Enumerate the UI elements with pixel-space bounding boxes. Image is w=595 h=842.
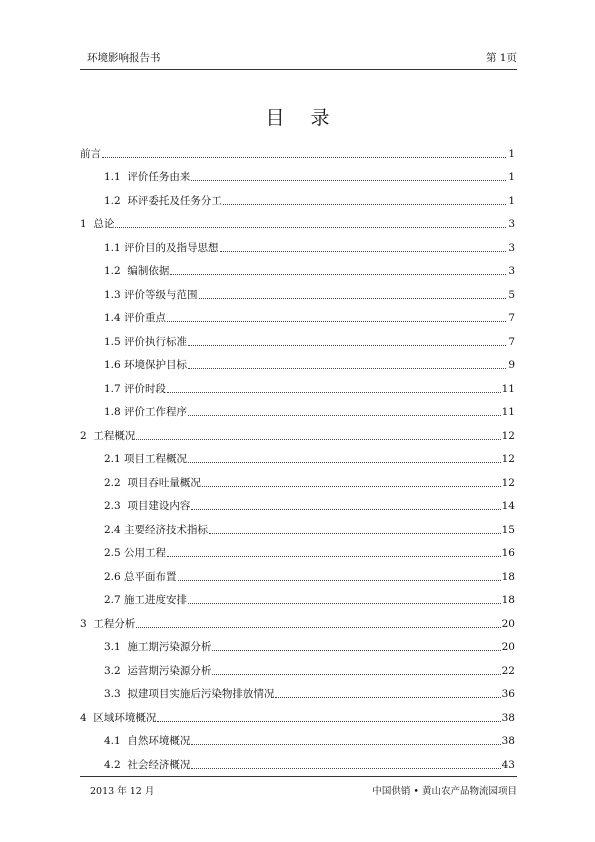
toc-leader-dots (167, 391, 501, 393)
toc-entry[interactable] (80, 372, 515, 396)
toc-entry-text: 3.2 运营期污染源分析 (104, 664, 212, 677)
toc-leader-dots (188, 461, 501, 463)
toc-entry[interactable] (80, 302, 515, 326)
toc-leader-dots (275, 696, 500, 698)
toc-leader-dots (188, 367, 506, 369)
toc-entry-page: 18 (501, 570, 515, 583)
toc-entry[interactable] (80, 560, 515, 584)
toc-entry-text: 1.4 评价重点 (104, 312, 167, 324)
toc-entry[interactable] (80, 161, 515, 185)
toc-entry-text: 2.5 公用工程 (104, 547, 167, 559)
toc-entry-text: 1.1 评价任务由来 (104, 171, 191, 183)
toc-entry[interactable] (80, 678, 515, 702)
toc-entry[interactable] (80, 443, 515, 467)
toc-leader-dots (191, 179, 506, 181)
toc-entry-text: 3.1 施工期污染源分析 (104, 641, 212, 653)
toc-entry-page: 12 (501, 453, 515, 465)
toc-entry[interactable] (80, 137, 515, 161)
toc-entry[interactable] (80, 513, 515, 537)
toc-entry[interactable] (80, 184, 515, 208)
toc-entry[interactable] (80, 349, 515, 373)
toc-leader-dots (202, 485, 501, 487)
toc-entry-text: 2.3 项目建设内容 (104, 500, 191, 512)
toc-entry[interactable] (80, 537, 515, 561)
toc-leader-dots (188, 344, 506, 346)
toc-entry-page: 3 (508, 241, 515, 254)
toc-entry[interactable] (80, 607, 515, 631)
toc-leader-dots (102, 156, 506, 158)
toc-entry-text: 1.6 环境保护目标 (104, 359, 188, 371)
toc-leader-dots (220, 250, 506, 252)
toc-entry[interactable] (80, 278, 515, 302)
footer-date: 2013 年 12 月 (90, 786, 155, 797)
toc-entry-page: 11 (501, 406, 515, 418)
toc-entry-text: 2.2 项目吞吐量概况 (104, 476, 201, 489)
toc-entry[interactable] (80, 419, 515, 443)
page-header (80, 47, 517, 70)
toc-entry-text: 1.1 评价目的及指导思想 (104, 241, 219, 254)
toc-leader-dots (136, 626, 500, 628)
toc-entry[interactable] (80, 325, 515, 349)
toc-entry[interactable] (80, 701, 515, 725)
toc-entry[interactable] (80, 725, 515, 749)
toc-leader-dots (178, 579, 501, 581)
toc-entry[interactable] (80, 208, 515, 232)
toc-entry-text: 1.5 评价执行标准 (104, 335, 188, 348)
toc-leader-dots (191, 743, 500, 745)
toc-entry-page: 7 (508, 312, 515, 324)
toc-leader-dots (223, 203, 506, 205)
toc-leader-dots (191, 508, 500, 510)
toc-entry[interactable] (80, 584, 515, 608)
toc-entry-page: 9 (508, 359, 515, 371)
toc-leader-dots (157, 720, 500, 722)
toc-entry-text: 4 区域环境概况 (80, 711, 157, 724)
toc-entry[interactable] (80, 231, 515, 255)
toc-entry-page: 20 (501, 641, 515, 653)
toc-entry-page: 15 (501, 523, 515, 536)
toc-entry-text: 3 工程分析 (80, 617, 136, 630)
toc-entry[interactable] (80, 631, 515, 655)
toc-entry-page: 3 (508, 265, 515, 277)
toc-entry-page: 12 (501, 476, 515, 489)
toc-entry-page: 1 (508, 147, 515, 160)
toc-entry-text: 1.2 编制依据 (104, 265, 170, 277)
toc-entry-text: 4.1 自然环境概况 (104, 735, 191, 747)
toc-leader-dots (170, 273, 506, 275)
toc-leader-dots (188, 414, 501, 416)
toc-entry[interactable] (80, 255, 515, 279)
table-of-contents (80, 137, 515, 772)
toc-entry[interactable] (80, 748, 515, 772)
toc-entry-text: 2.7 施工进度安排 (104, 594, 188, 606)
toc-entry-text: 2.4 主要经济技术指标 (104, 523, 209, 536)
toc-entry-page: 1 (508, 194, 515, 207)
toc-entry-text: 2.6 总平面布置 (104, 570, 177, 583)
toc-leader-dots (188, 602, 501, 604)
toc-leader-dots (212, 673, 500, 675)
toc-entry[interactable] (80, 396, 515, 420)
toc-entry-page: 5 (508, 288, 515, 301)
toc-entry-page: 20 (501, 617, 515, 630)
toc-leader-dots (212, 649, 500, 651)
toc-leader-dots (167, 555, 501, 557)
toc-entry-page: 7 (508, 335, 515, 348)
header-page-number: 第 1页 (485, 52, 517, 64)
toc-leader-dots (209, 532, 501, 534)
toc-entry-page: 1 (508, 171, 515, 183)
toc-entry-text: 1 总论 (80, 218, 115, 230)
toc-entry-text: 1.3 评价等级与范围 (104, 288, 198, 301)
toc-leader-dots (167, 320, 506, 322)
toc-leader-dots (136, 438, 500, 440)
toc-entry[interactable] (80, 654, 515, 678)
toc-leader-dots (115, 226, 506, 228)
toc-entry-text: 1.7 评价时段 (104, 382, 167, 395)
toc-entry-text: 2.1 项目工程概况 (104, 453, 188, 465)
toc-entry-text: 前言 (80, 147, 101, 160)
toc-entry-page: 38 (501, 735, 515, 747)
toc-entry-text: 1.2 环评委托及任务分工 (104, 194, 222, 207)
toc-entry-page: 3 (508, 218, 515, 230)
toc-entry-text: 2 工程概况 (80, 429, 136, 442)
toc-entry-page: 18 (501, 594, 515, 606)
toc-entry-text: 3.3 拟建项目实施后污染物排放情况 (104, 688, 275, 700)
page-footer (80, 776, 517, 797)
toc-entry-page: 36 (501, 688, 515, 700)
header-title: 环境影响报告书 (87, 52, 161, 64)
toc-entry-page: 43 (501, 758, 515, 771)
toc-entry-page: 12 (501, 429, 515, 442)
toc-entry[interactable] (80, 490, 515, 514)
toc-entry-text: 1.8 评价工作程序 (104, 406, 188, 418)
toc-entry-page: 11 (501, 382, 515, 395)
toc-entry[interactable] (80, 466, 515, 490)
toc-entry-page: 16 (501, 547, 515, 559)
toc-entry-text: 4.2 社会经济概况 (104, 758, 191, 771)
toc-entry-page: 22 (501, 664, 515, 677)
footer-project: 中国供销 • 黄山农产品物流园项目 (372, 786, 517, 797)
toc-leader-dots (199, 297, 506, 299)
toc-entry-page: 14 (501, 500, 515, 512)
toc-entry-page: 38 (501, 711, 515, 724)
toc-title: 目录 (265, 107, 356, 129)
toc-leader-dots (191, 767, 500, 769)
